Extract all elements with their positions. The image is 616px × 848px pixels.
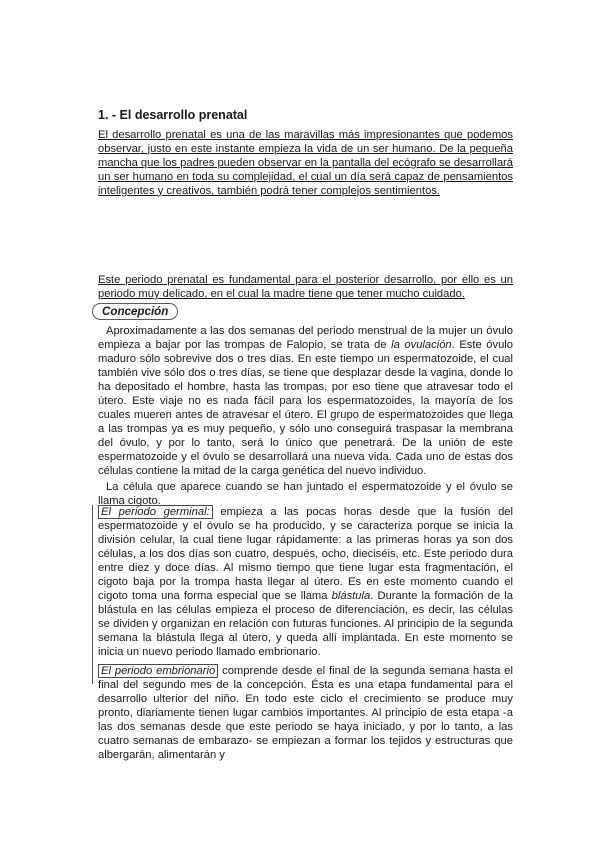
fundamental-paragraph: Este periodo prenatal es fundamental para el posterior desarrollo, por ello es un periodo muy delicado, en el cual la madre tiene que tener mucho cuidado. bbox=[98, 274, 513, 300]
embrionario-paragraph bbox=[98, 664, 513, 762]
p4-text: comprende desde el final de la segunda semana hasta el final del segundo mes de la concepción. Ésta es una etapa fundamental para el desarrollo ulterior del niño. En todo este ciclo el crecimiento se produce muy pronto, diariamente tienen lugar cambios importantes. Al principio de esta etapa -a las dos semanas desde que este periodo se haya iniciado, y por lo tanto, a las cuatro semanas de embarazo- se empiezan a formar los tejidos y estructuras que albergarán, alimentarán y bbox=[98, 665, 514, 761]
concepcion-label: Concepción bbox=[92, 303, 178, 320]
p1-text-a: Aproximadamente a las dos semanas del periodo menstrual de la mujer un óvulo empieza a bajar por las trompas de Falopio, se trata de bbox=[98, 325, 513, 351]
blastula-term: blástula bbox=[331, 590, 371, 602]
margin-bar-germinal bbox=[92, 505, 93, 665]
p1-text-b: . Este óvulo maduro sólo sobrevive dos o tres días. En este tiempo un espermatozoide, el cual también vive sólo dos o tres días, se tiene que desplazar desde la vagina, donde lo ha depositado el hombre, hasta las trompas, por eso tiene que atravesar todo el útero. Este viaje no es nada fácil para los espermatozoides, la mayoría de los cuales mueren antes de atravesar el útero. El grupo de espermatozoides que llega a las trompas ya es muy pequeño, y sólo uno conseguirá traspasar la membrana del óvulo, y por lo tanto, será lo único que penetrará. De la unión de este espermatozoide y el óvulo se desarrollará una nueva vida. Cada uno de estas dos células contiene la mitad de la carga genética del nuevo individuo. bbox=[98, 339, 513, 477]
embrionario-label: El periodo embrionario bbox=[98, 664, 218, 678]
margin-bar-embrionario bbox=[92, 664, 93, 684]
p3-text-a: empieza a las pocas horas desde que la fusión del espermatozoide y el óvulo se ha producido, y se caracteriza porque se inicia la división celular, la cual tiene lugar rápidamente: a las primeras horas ya son dos células, a los dos días son cuatro, después, ocho, dieciséis, etc. Este periodo dura entre diez y doce días. Al mismo tiempo que tiene lugar esta fragmentación, el cigoto baja por la trompa hasta llegar al útero. Es en este momento cuando el cigoto toma una forma especial que se llama bbox=[98, 506, 513, 602]
germinal-label: El periodo germinal: bbox=[98, 505, 213, 519]
concepcion-paragraph bbox=[98, 324, 513, 478]
ovulacion-term: la ovulación bbox=[391, 339, 452, 351]
cigoto-paragraph: La célula que aparece cuando se han juntado el espermatozoide y el óvulo se llama cigoto. bbox=[98, 481, 513, 507]
p3-text-b: . Durante la formación de la blástula en las células empieza el proceso de diferenciación, es decir, las células se dividen y organizan en relación con futuras funciones. Al principio de la segunda semana la blástula llega al útero, y queda allí implantada. En este momento se inicia un nuevo periodo llamado embrionario. bbox=[98, 590, 513, 658]
section-heading: 1. - El desarrollo prenatal bbox=[98, 108, 248, 122]
germinal-paragraph bbox=[98, 505, 513, 659]
intro-paragraph: El desarrollo prenatal es una de las maravillas más impresionantes que podemos observar, justo en este instante empieza la vida de un ser humano. De la pequeña mancha que los padres pueden observar en la pantalla del ecógrafo se desarrollará un ser humano en toda su complejidad, el cual un día será capaz de pensamientos inteligentes y creativos, también podrá tener complejos sentimientos. bbox=[98, 129, 513, 197]
